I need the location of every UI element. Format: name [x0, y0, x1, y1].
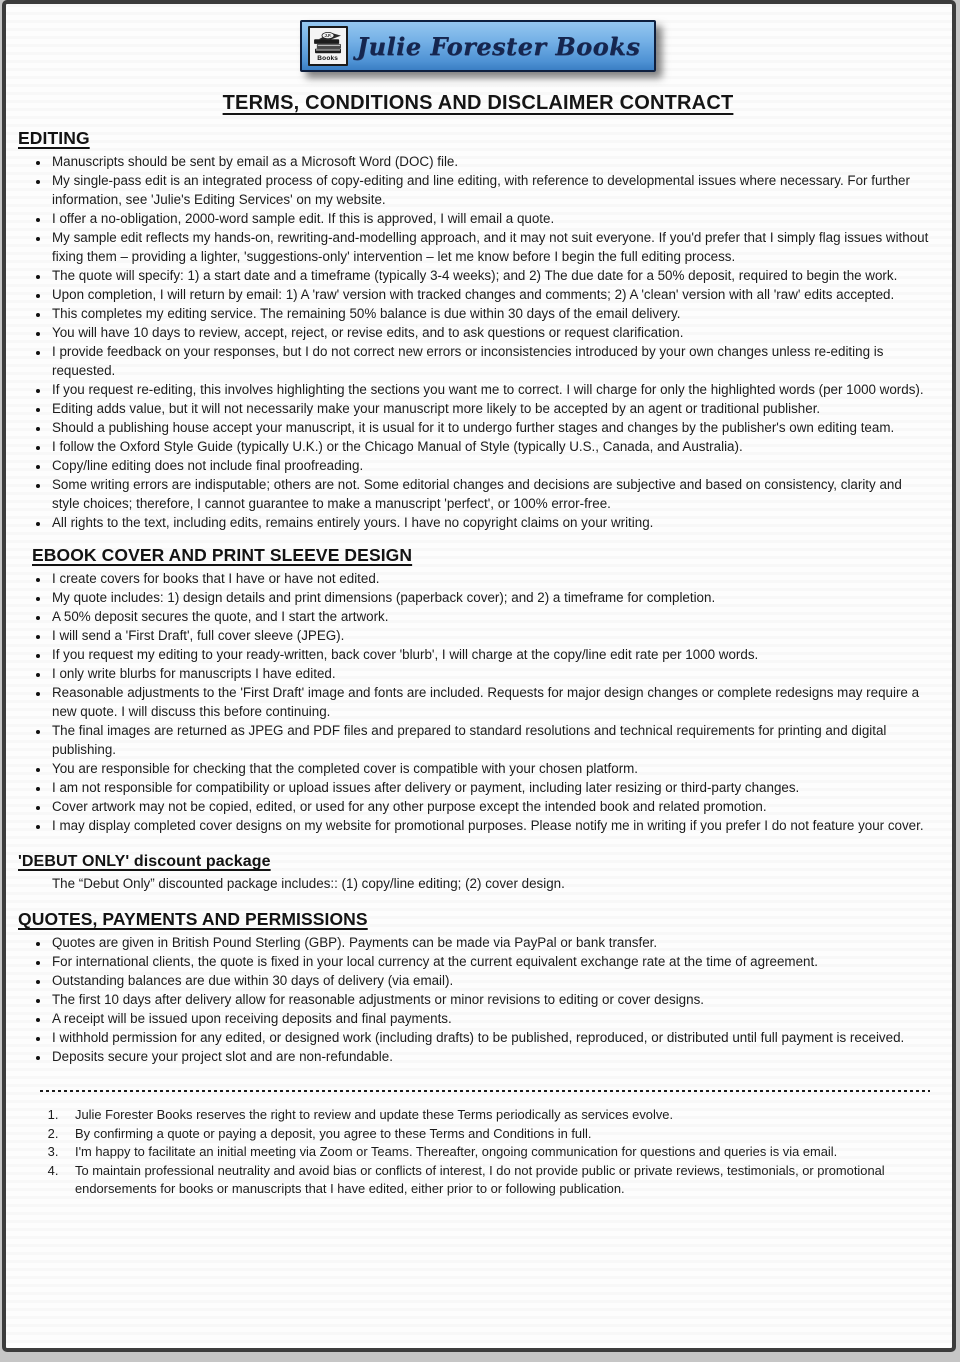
list-item: • The first 10 days after delivery allow for reasonable adjustments or minor revisions to editing or cover designs. — [50, 990, 932, 1009]
section-heading-editing: EDITING — [18, 128, 90, 148]
book-stack-graphic — [312, 30, 344, 56]
list-item: • I may display completed cover designs on my website for promotional purposes. Please notify me in writing if you prefer I do not feature your cover. — [50, 816, 932, 835]
list-item: • Upon completion, I will return by email: 1) A 'raw' version with tracked changes and comments; 2) A 'clean' version with all 'raw' edits accepted. — [50, 285, 932, 304]
list-item: • I am not responsible for compatibility or upload issues after delivery or payment, including later resizing or third-party changes. — [50, 778, 932, 797]
list-item: • A 50% deposit secures the quote, and I start the artwork. — [50, 607, 932, 626]
list-item: • You are responsible for checking that the completed cover is compatible with your chosen platform. — [50, 759, 932, 778]
section-heading-ebook-cover: EBOOK COVER AND PRINT SLEEVE DESIGN — [32, 545, 413, 565]
list-item: 2. By confirming a quote or paying a deposit, you agree to these Terms and Conditions in full. — [62, 1125, 926, 1144]
list-item: • Editing adds value, but it will not necessarily make your manuscript more likely to be accepted by an agent or traditional publisher. — [50, 399, 932, 418]
logo-initials: J.F. — [324, 33, 332, 39]
ebook-cover-bullet-list — [16, 569, 940, 835]
book-stack-icon — [308, 26, 348, 66]
list-item: • Quotes are given in British Pound Sterling (GBP). Payments can be made via PayPal or bank transfer. — [50, 933, 932, 952]
list-item: • Reasonable adjustments to the 'First Draft' image and fonts are included. Requests for major design changes or complete redesigns may require a new quote. I will discuss this before continuing. — [50, 683, 932, 721]
list-item: • I only write blurbs for manuscripts I have edited. — [50, 664, 932, 683]
contract-page — [2, 0, 956, 1352]
list-item: • Cover artwork may not be copied, edited, or used for any other purpose except the intended book and related promotion. — [50, 797, 932, 816]
list-item: • If you request my editing to your ready-written, back cover 'blurb', I will charge at the copy/line edit rate per 1000 words. — [50, 645, 932, 664]
editing-bullet-list — [16, 152, 940, 532]
logo-books-label: Books — [317, 55, 339, 62]
list-item: 4. To maintain professional neutrality and avoid bias or conflicts of interest, I do not provide public or private reviews, testimonials, or promotional endorsements for books or manuscripts that I have edited, either prior to or following publication. — [62, 1162, 926, 1199]
footer-notes-list — [40, 1106, 940, 1199]
section-heading-quotes-payments: QUOTES, PAYMENTS AND PERMISSIONS — [18, 909, 368, 929]
list-item: • A receipt will be issued upon receiving deposits and final payments. — [50, 1009, 932, 1028]
debut-only-paragraph: The “Debut Only” discounted package includes:: (1) copy/line editing; (2) cover design. — [52, 876, 565, 891]
quotes-payments-bullet-list — [16, 933, 940, 1066]
list-item: • I provide feedback on your responses, but I do not correct new errors or inconsistencies introduced by your own changes unless re-editing is requested. — [50, 342, 932, 380]
list-item: • This completes my editing service. The remaining 50% balance is due within 30 days of the email delivery. — [50, 304, 932, 323]
page-title: TERMS, CONDITIONS AND DISCLAIMER CONTRACT — [222, 92, 734, 114]
document-header — [16, 18, 940, 115]
list-item: • I withhold permission for any edited, or designed work (including drafts) to be published, reproduced, or distributed until full payment is received. — [50, 1028, 932, 1047]
list-item: • Outstanding balances are due within 30 days of delivery (via email). — [50, 971, 932, 990]
list-item: • You will have 10 days to review, accept, reject, or revise edits, and to ask questions or request clarification. — [50, 323, 932, 342]
list-item: • For international clients, the quote is fixed in your local currency at the current equivalent exchange rate at the time of agreement. — [50, 952, 932, 971]
list-item: • The quote will specify: 1) a start date and a timeframe (typically 3-4 weeks); and 2) The due date for a 50% deposit, required to begin the work. — [50, 266, 932, 285]
list-item: 1. Julie Forester Books reserves the right to review and update these Terms periodically as services evolve. — [62, 1106, 926, 1125]
list-item: • My quote includes: 1) design details and print dimensions (paperback cover); and 2) a timeframe for completion. — [50, 588, 932, 607]
section-heading-debut-only: 'DEBUT ONLY' discount package — [18, 853, 271, 870]
list-item: • Should a publishing house accept your manuscript, it is usual for it to undergo further stages and changes by the publisher's own editing team. — [50, 418, 932, 437]
list-item: • I follow the Oxford Style Guide (typically U.K.) or the Chicago Manual of Style (typically U.S., Canada, and Australia). — [50, 437, 932, 456]
list-item: • I create covers for books that I have or have not edited. — [50, 569, 932, 588]
list-item: • I will send a 'First Draft', full cover sleeve (JPEG). — [50, 626, 932, 645]
list-item: • My single-pass edit is an integrated process of copy-editing and line editing, with reference to developmental issues where necessary. For further information, see 'Julie's Editing Services' on my website. — [50, 171, 932, 209]
list-item: • The final images are returned as JPEG and PDF files and prepared to standard resolutions and technical requirements for printing and digital publishing. — [50, 721, 932, 759]
list-item: • Some writing errors are indisputable; others are not. Some editorial changes and decisions are subjective and based on consistency, clarity and style choices; therefore, I cannot guarantee to make a manuscript 'perfect', or 100% error-free. — [50, 475, 932, 513]
list-item: 3. I'm happy to facilitate an initial meeting via Zoom or Teams. Thereafter, ongoing communication for questions and queries is via email. — [62, 1143, 926, 1162]
list-item: • If you request re-editing, this involves highlighting the sections you want me to correct. I will charge for only the highlighted words (per 1000 words). — [50, 380, 932, 399]
list-item: • I offer a no-obligation, 2000-word sample edit. If this is approved, I will email a quote. — [50, 209, 932, 228]
list-item: • Manuscripts should be sent by email as a Microsoft Word (DOC) file. — [50, 152, 932, 171]
list-item: • My sample edit reflects my hands-on, rewriting-and-modelling approach, and it may not suit everyone. If you'd prefer that I simply flag issues without fixing them – providing a lighter, 'suggestions-only' intervention – let me know before I begin the full editing process. — [50, 228, 932, 266]
dashed-divider — [40, 1090, 930, 1092]
brand-banner — [300, 20, 657, 72]
brand-name: Julie Forester Books — [356, 31, 641, 61]
list-item: • All rights to the text, including edits, remains entirely yours. I have no copyright claims on your writing. — [50, 513, 932, 532]
list-item: • Deposits secure your project slot and are non-refundable. — [50, 1047, 932, 1066]
list-item: • Copy/line editing does not include final proofreading. — [50, 456, 932, 475]
